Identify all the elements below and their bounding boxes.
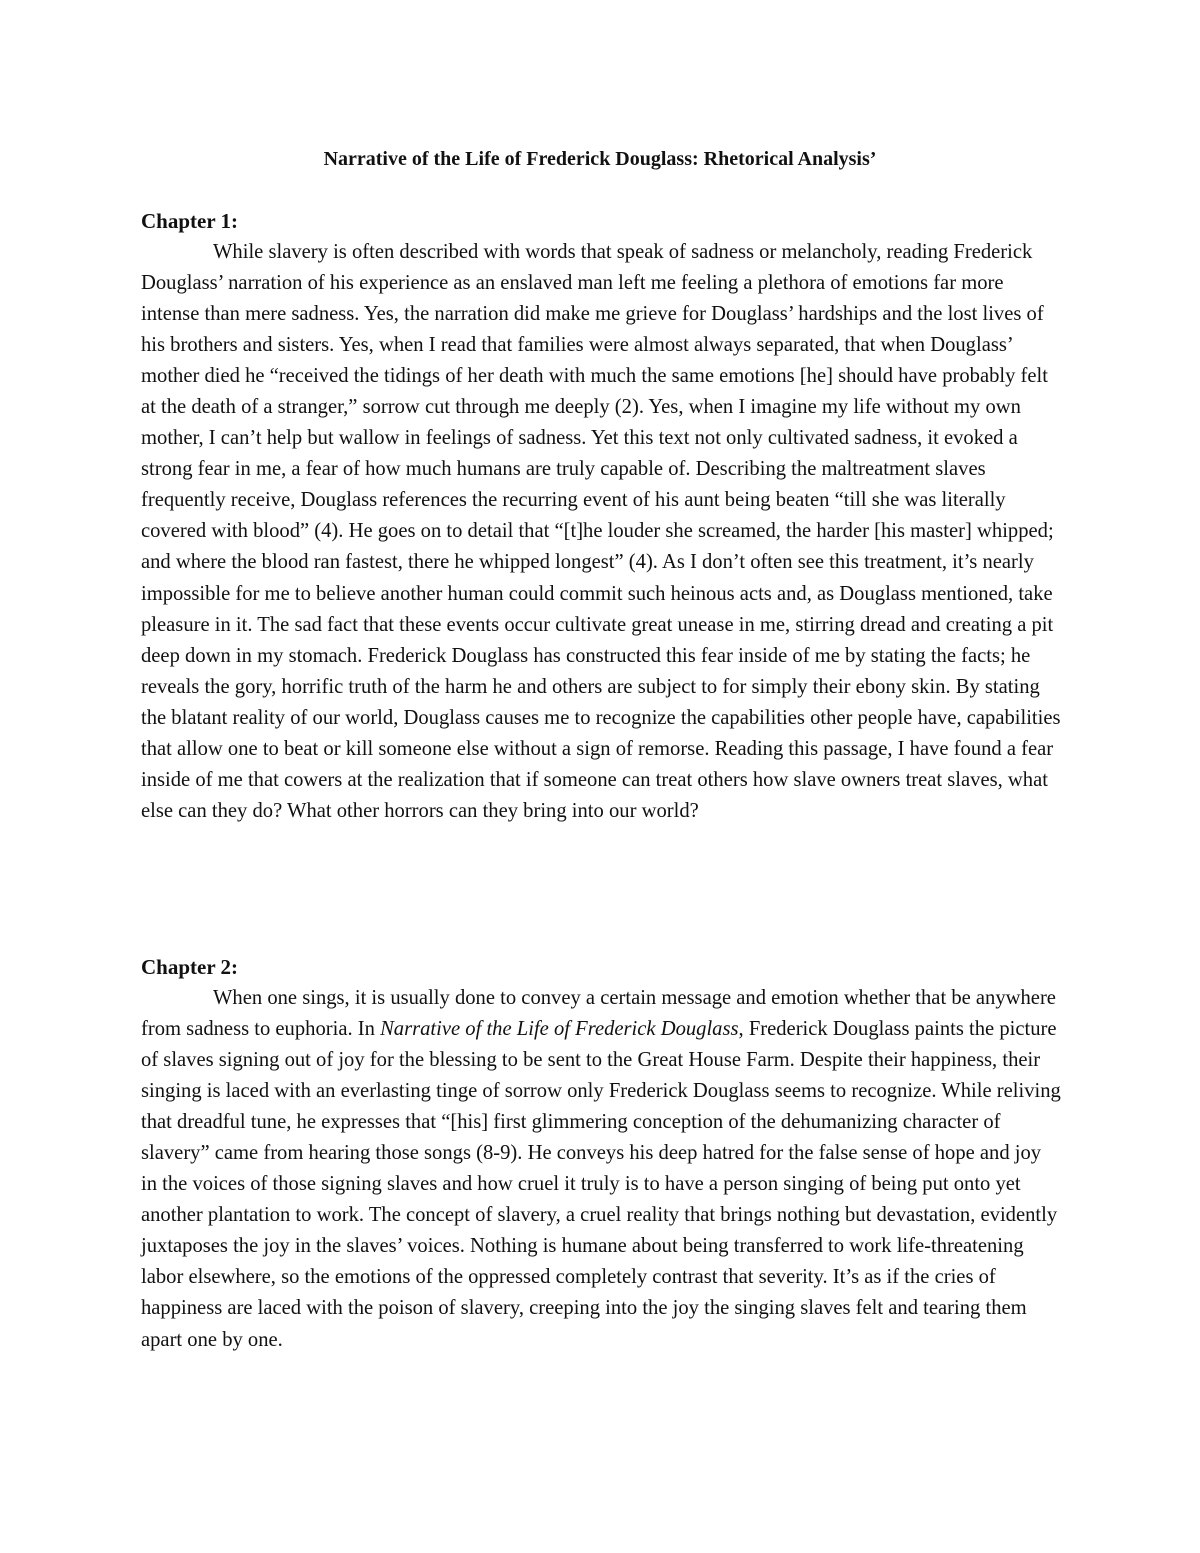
chapter-2-paragraph	[141, 983, 1061, 1356]
chapter-2-paragraph-start: When one sings, it is usually done to convey a certain message and emotion whether that be anywhere from sadness to euphoria. In	[141, 987, 1056, 1041]
book-title-italic: Narrative of the Life of Frederick Douglass	[380, 1018, 739, 1041]
chapter-2-section	[141, 952, 1061, 1356]
document-title: Narrative of the Life of Frederick Douglass: Rhetorical Analysis’	[323, 148, 877, 170]
chapter-2-paragraph-rest: , Frederick Douglass paints the picture of slaves signing out of joy for the blessing to be sent to the Great House Farm. Despite their happiness, their singing is laced with an everlasting tinge of sorrow only Frederick Douglass seems to recognize. While reliving that dreadful tune, he expresses that “[his] first glimmering conception of the dehumanizing character of slavery” came from hearing those songs (8-9). He conveys his deep hatred for the false sense of hope and joy in the voices of those signing slaves and how cruel it truly is to have a person singing of being put onto yet another plantation to work. The concept of slavery, a cruel reality that brings nothing but devastation, evidently juxtaposes the joy in the slaves’ voices. Nothing is humane about being transferred to work life-threatening labor elsewhere, so the emotions of the oppressed completely contrast that severity. It’s as if the cries of happiness are laced with the poison of slavery, creeping into the joy the singing slaves felt and tearing them apart one by one.	[141, 1018, 1061, 1351]
chapter-1-paragraph: While slavery is often described with words that speak of sadness or melancholy, reading Frederick Douglass’ narration of his experience as an enslaved man left me feeling a plethora of emotions far more intense than mere sadness. Yes, the narration did make me grieve for Douglass’ hardships and the lost lives of his brothers and sisters. Yes, when I read that families were almost always separated, that when Douglass’ mother died he “received the tidings of her death with much the same emotions [he] should have probably felt at the death of a stranger,” sorrow cut through me deeply (2). Yes, when I imagine my life without my own mother, I can’t help but wallow in feelings of sadness. Yet this text not only cultivated sadness, it evoked a strong fear in me, a fear of how much humans are truly capable of. Describing the maltreatment slaves frequently receive, Douglass references the recurring event of his aunt being beaten “till she was literally covered with blood” (4). He goes on to detail that “[t]he louder she screamed, the harder [his master] whipped; and where the blood ran fastest, there he whipped longest” (4). As I don’t often see this treatment, it’s nearly impossible for me to believe another human could commit such heinous acts and, as Douglass mentioned, take pleasure in it. The sad fact that these events occur cultivate great unease in me, stirring dread and creating a pit deep down in my stomach. Frederick Douglass has constructed this fear inside of me by stating the facts; he reveals the gory, horrific truth of the harm he and others are subject to for simply their ebony skin. By stating the blatant reality of our world, Douglass causes me to recognize the capabilities other people have, capabilities that allow one to beat or kill someone else without a sign of remorse. Reading this passage, I have found a fear inside of me that cowers at the realization that if someone can treat others how slave owners treat slaves, what else can they do? What other horrors can they bring into our world?	[141, 241, 1061, 822]
chapter-1-section	[141, 206, 1061, 827]
chapter-1-heading: Chapter 1:	[141, 209, 239, 233]
chapter-2-heading: Chapter 2:	[141, 955, 239, 979]
